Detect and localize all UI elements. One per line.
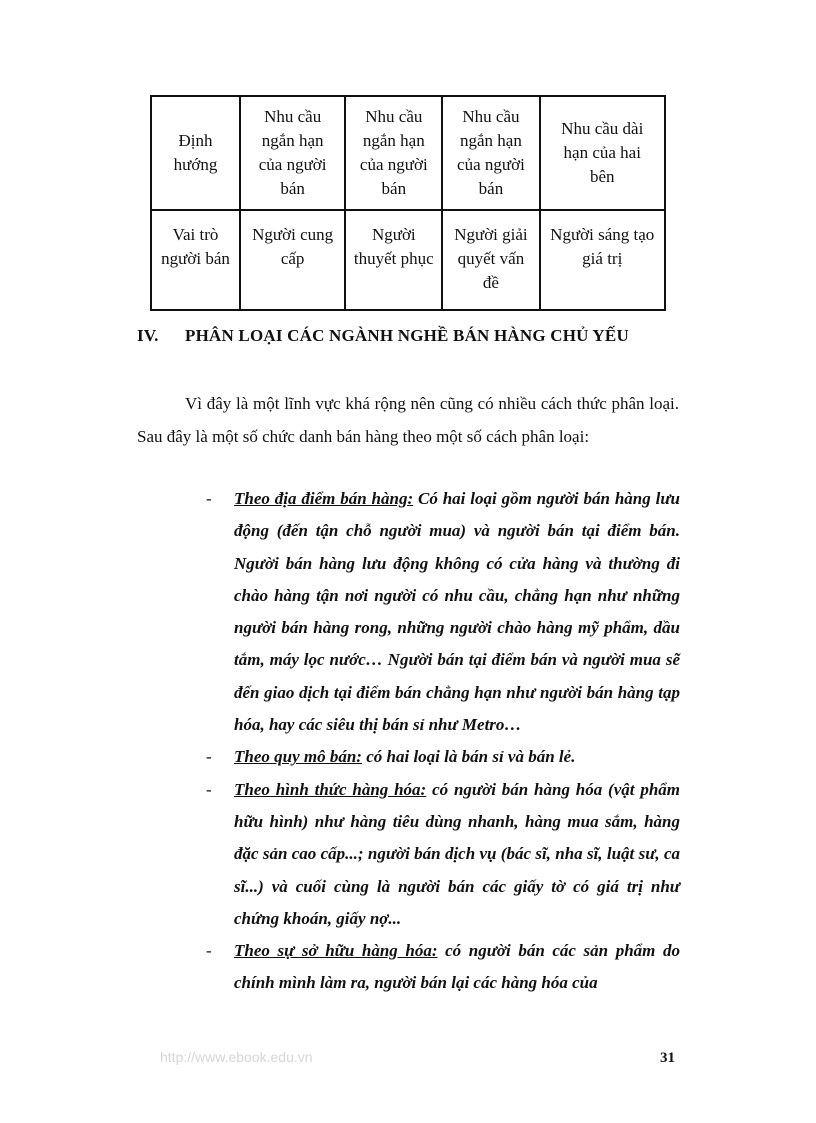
table-cell: Định hướng [151,96,240,210]
classification-list [206,483,680,1000]
intro-paragraph: Vì đây là một lĩnh vực khá rộng nên cũng có nhiều cách thức phân loại. Sau đây là một số chức danh bán hàng theo một số cách phân loại: [137,394,679,446]
table-cell: Nhu cầu ngắn hạn của người bán [442,96,539,210]
bullet-dash: - [206,747,212,767]
list-item [206,483,680,741]
table-cell: Nhu cầu dài hạn của hai bên [540,96,666,210]
section-number: IV. [137,326,159,345]
bullet-text: có hai loại là bán sỉ và bán lẻ. [361,747,576,767]
table-row [151,96,665,210]
bullet-text: Có hai loại gồm người bán hàng lưu động (đến tận chỗ người mua) và người bán tại điểm bán. Người bán hàng lưu động không có cửa hàng và thường đi chào hàng tận nơi người có nhu cầu, chẳng hạn như những người bán hàng rong, những người chào hàng mỹ phẩm, dầu tắm, máy lọc nước… Người bán tại điểm bán và người mua sẽ đến giao dịch tại điểm bán chẳng hạn như người bán hàng tạp hóa, hay các siêu thị bán sỉ như Metro… [234,489,681,735]
bullet-lead: Theo địa điểm bán hàng: [234,489,414,508]
list-item [206,741,680,773]
table-cell: Người thuyết phục [345,210,442,310]
table-cell: Nhu cầu ngắn hạn của người bán [345,96,442,210]
bullet-text: có người bán hàng hóa (vật phẩm hữu hình) như hàng tiêu dùng nhanh, hàng mua sắm, hàng đặc sản cao cấp...; người bán dịch vụ (bác sĩ, nha sĩ, luật sư, ca sĩ...) và cuối cùng là người bán các giấy tờ có giá trị như chứng khoán, giấy nợ... [234,779,680,928]
seller-role-table [150,95,666,311]
section-title: PHÂN LOẠI CÁC NGÀNH NGHỀ BÁN HÀNG CHỦ YẾU [185,326,629,345]
table-cell: Người giải quyết vấn đề [442,210,539,310]
bullet-lead: Theo hình thức hàng hóa: [234,779,427,799]
bullet-text: có người bán các sản phẩm do chính mình làm ra, người bán lại các hàng hóa của [234,941,680,993]
list-item [206,935,680,1000]
bullet-dash: - [206,489,212,508]
bullet-dash: - [206,779,212,799]
page-number: 31 [660,1050,675,1066]
footer-url: http://www.ebook.edu.vn [160,1049,313,1065]
bullet-dash: - [206,941,212,961]
bullet-lead: Theo sự sở hữu hàng hóa: [234,941,438,961]
table-cell: Vai trò người bán [151,210,240,310]
bullet-lead: Theo quy mô bán: [234,747,362,767]
table-cell: Người cung cấp [240,210,345,310]
list-item [206,774,680,935]
table-cell: Người sáng tạo giá trị [540,210,666,310]
section-heading [137,326,697,346]
table-row [151,210,665,310]
table-cell: Nhu cầu ngắn hạn của người bán [240,96,345,210]
